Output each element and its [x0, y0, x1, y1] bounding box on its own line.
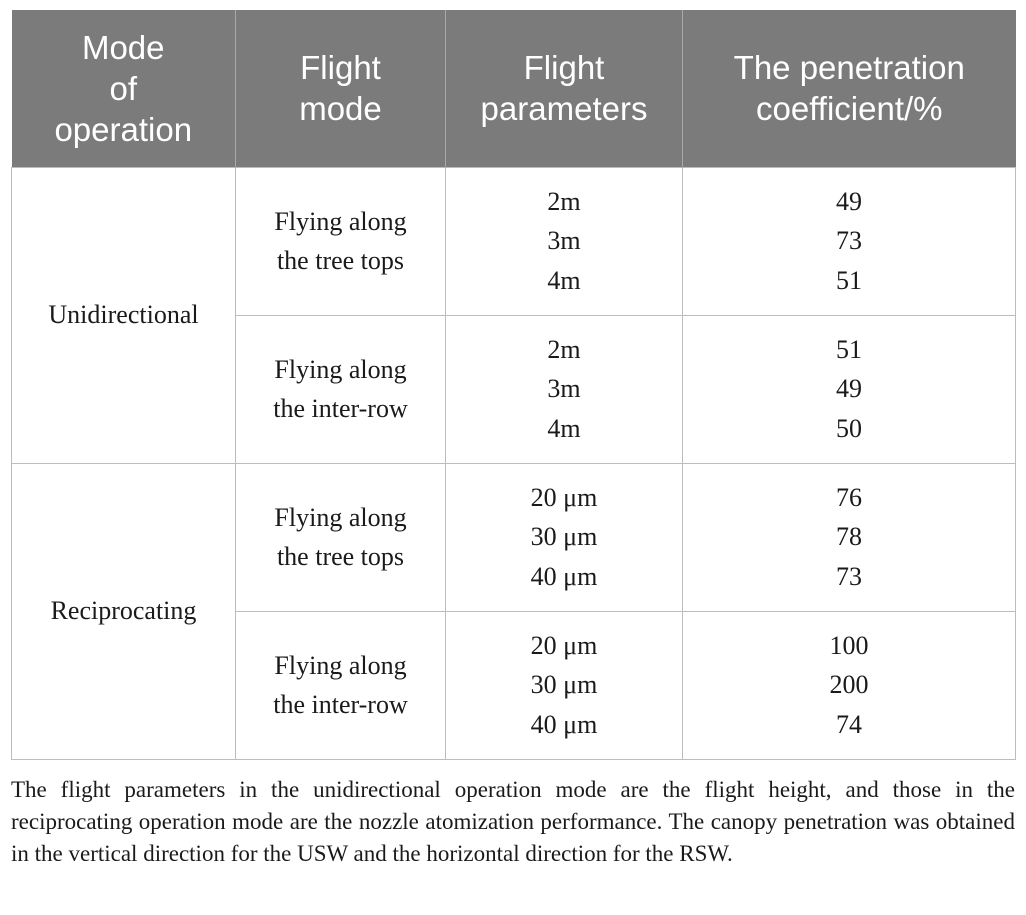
header-row: [12, 10, 1016, 167]
flight-parameter-value: 3m: [547, 374, 581, 404]
header-line: Flight: [300, 49, 381, 87]
penetration-value: 74: [836, 709, 862, 739]
flight-parameter-value: 3m: [547, 226, 581, 256]
mode-of-operation-cell: [12, 167, 236, 463]
flight-mode-line: the inter-row: [273, 394, 408, 423]
flight-mode-line: Flying along: [274, 354, 407, 384]
penetration-value: 49: [836, 186, 862, 216]
flight-mode-line: the tree tops: [276, 246, 405, 275]
flight-mode-cell: [236, 611, 446, 759]
flight-parameter-value: 4m: [547, 413, 581, 443]
flight-parameter-value: 40 μm: [530, 709, 598, 739]
penetration-coefficient-cell: [683, 315, 1016, 463]
penetration-value: 73: [836, 226, 862, 256]
flight-parameters-cell: [446, 463, 683, 611]
penetration-coefficient-cell: [683, 611, 1016, 759]
penetration-table: [11, 10, 1016, 760]
header-flight-mode: [236, 10, 446, 167]
table-row: [12, 167, 1016, 315]
header-line: parameters: [480, 90, 648, 128]
table-row: [12, 463, 1016, 611]
header-penetration-coefficient: [683, 10, 1016, 167]
flight-mode-cell: [236, 315, 446, 463]
penetration-value: 51: [836, 265, 862, 295]
header-line: of: [109, 69, 138, 107]
table-footnote: The flight parameters in the unidirectional operation mode are the flight height, and those in the reciprocating operation mode are the nozzle atomization performance. The canopy penetration was obtained in the vertical direction for the USW and the horizontal direction for the RSW.: [11, 777, 1015, 866]
header-mode-of-operation: [12, 10, 236, 167]
flight-parameter-value: 2m: [547, 186, 581, 216]
table-body: [12, 167, 1016, 759]
penetration-value: 100: [829, 630, 869, 660]
flight-parameter-value: 20 μm: [530, 630, 598, 660]
flight-mode-line: Flying along: [274, 502, 407, 532]
penetration-coefficient-cell: [683, 463, 1016, 611]
mode-of-operation-label: Reciprocating: [50, 596, 197, 626]
flight-parameter-value: 20 μm: [530, 482, 598, 512]
penetration-value: 78: [836, 522, 862, 552]
penetration-value: 200: [829, 670, 869, 700]
mode-of-operation-cell: [12, 463, 236, 759]
penetration-value: 73: [836, 561, 862, 591]
penetration-coefficient-cell: [683, 167, 1016, 315]
flight-parameters-cell: [446, 167, 683, 315]
header-line: mode: [299, 90, 382, 128]
header-line: Flight: [523, 49, 605, 87]
flight-parameter-value: 30 μm: [530, 522, 598, 552]
flight-parameters-cell: [446, 315, 683, 463]
flight-mode-line: Flying along: [274, 650, 407, 680]
header-flight-parameters: [446, 10, 683, 167]
flight-mode-line: the inter-row: [273, 690, 408, 719]
flight-parameter-value: 30 μm: [530, 670, 598, 700]
header-line: coefficient/%: [756, 90, 943, 128]
data-table-container: [11, 10, 1015, 760]
penetration-value: 51: [836, 334, 862, 364]
flight-parameter-value: 4m: [547, 265, 581, 295]
penetration-value: 49: [836, 374, 862, 404]
flight-parameter-value: 2m: [547, 334, 581, 364]
flight-mode-cell: [236, 463, 446, 611]
flight-mode-cell: [236, 167, 446, 315]
flight-mode-line: the tree tops: [276, 542, 405, 571]
header-line: operation: [54, 110, 193, 148]
flight-mode-line: Flying along: [274, 206, 407, 236]
header-line: The penetration: [733, 49, 965, 87]
penetration-value: 50: [836, 413, 862, 443]
mode-of-operation-label: Unidirectional: [48, 300, 199, 330]
table-header: [12, 10, 1016, 167]
flight-parameter-value: 40 μm: [530, 561, 598, 591]
penetration-value: 76: [836, 482, 862, 512]
flight-parameters-cell: [446, 611, 683, 759]
header-line: Mode: [81, 28, 165, 66]
